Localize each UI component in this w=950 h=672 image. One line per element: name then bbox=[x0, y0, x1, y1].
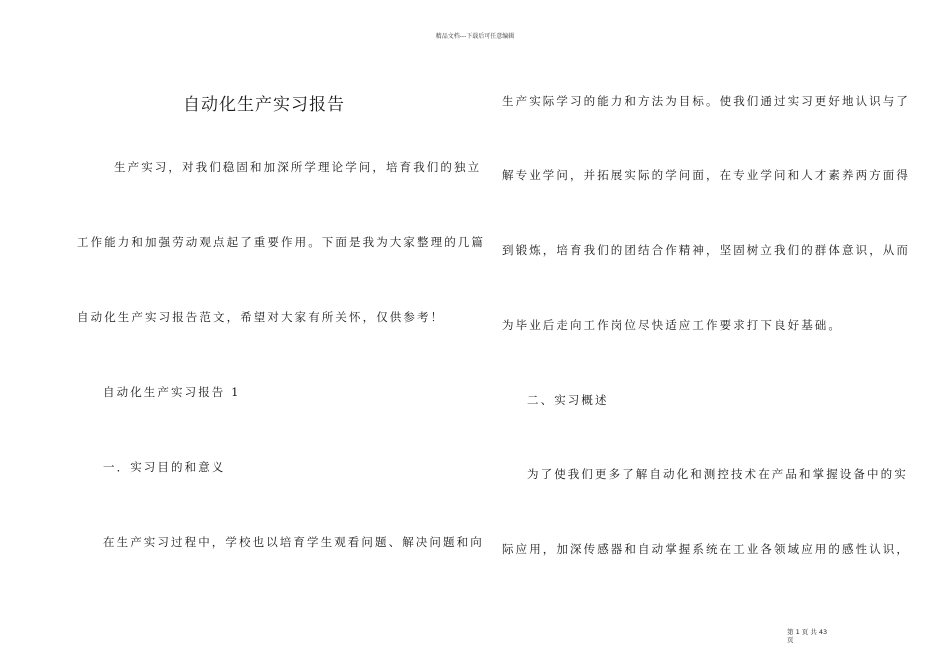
paragraph-line: 在生产实习过程中，学校也以培育学生观看问题、解决问题和向 bbox=[103, 535, 484, 549]
document-title: 自动化生产实习报告 bbox=[183, 95, 345, 115]
paragraph-line: 自动化生产实习报告范文，希望对大家有所关怀，仅供参考！ bbox=[77, 310, 445, 324]
page-number-line: 第 1 页 共 43 bbox=[787, 628, 828, 636]
paragraph-line: 解专业学问，并拓展实际的学问面，在专业学问和人才素养两方面得 bbox=[502, 168, 910, 182]
paragraph-line: 生产实习，对我们稳固和加深所学理论学问，培育我们的独立 bbox=[114, 160, 482, 174]
paragraph-line: 工作能力和加强劳动观点起了重要作用。下面是我为大家整理的几篇 bbox=[77, 235, 485, 249]
paragraph-line: 为了使我们更多了解自动化和测控技术在产品和掌握设备中的实 bbox=[527, 467, 908, 481]
page-number bbox=[787, 628, 827, 644]
paragraph-line: 到锻炼，培育我们的团结合作精神，坚固树立我们的群体意识，从而 bbox=[502, 243, 910, 257]
section-heading: 二、实习概述 bbox=[527, 393, 609, 407]
section-heading: 自动化生产实习报告 1 bbox=[103, 385, 241, 399]
paragraph-line: 生产实际学习的能力和方法为目标。使我们通过实习更好地认识与了 bbox=[502, 94, 910, 108]
paragraph-line: 为毕业后走向工作岗位尽快适应工作要求打下良好基础。 bbox=[502, 318, 842, 332]
page-header: 精品文档---下载后可任意编辑 bbox=[435, 33, 515, 40]
page-number-line: 页 bbox=[787, 636, 794, 644]
section-heading: 一．实习目的和意义 bbox=[103, 460, 226, 474]
paragraph-line: 际应用，加深传感器和自动掌握系统在工业各领域应用的感性认识， bbox=[502, 542, 910, 556]
